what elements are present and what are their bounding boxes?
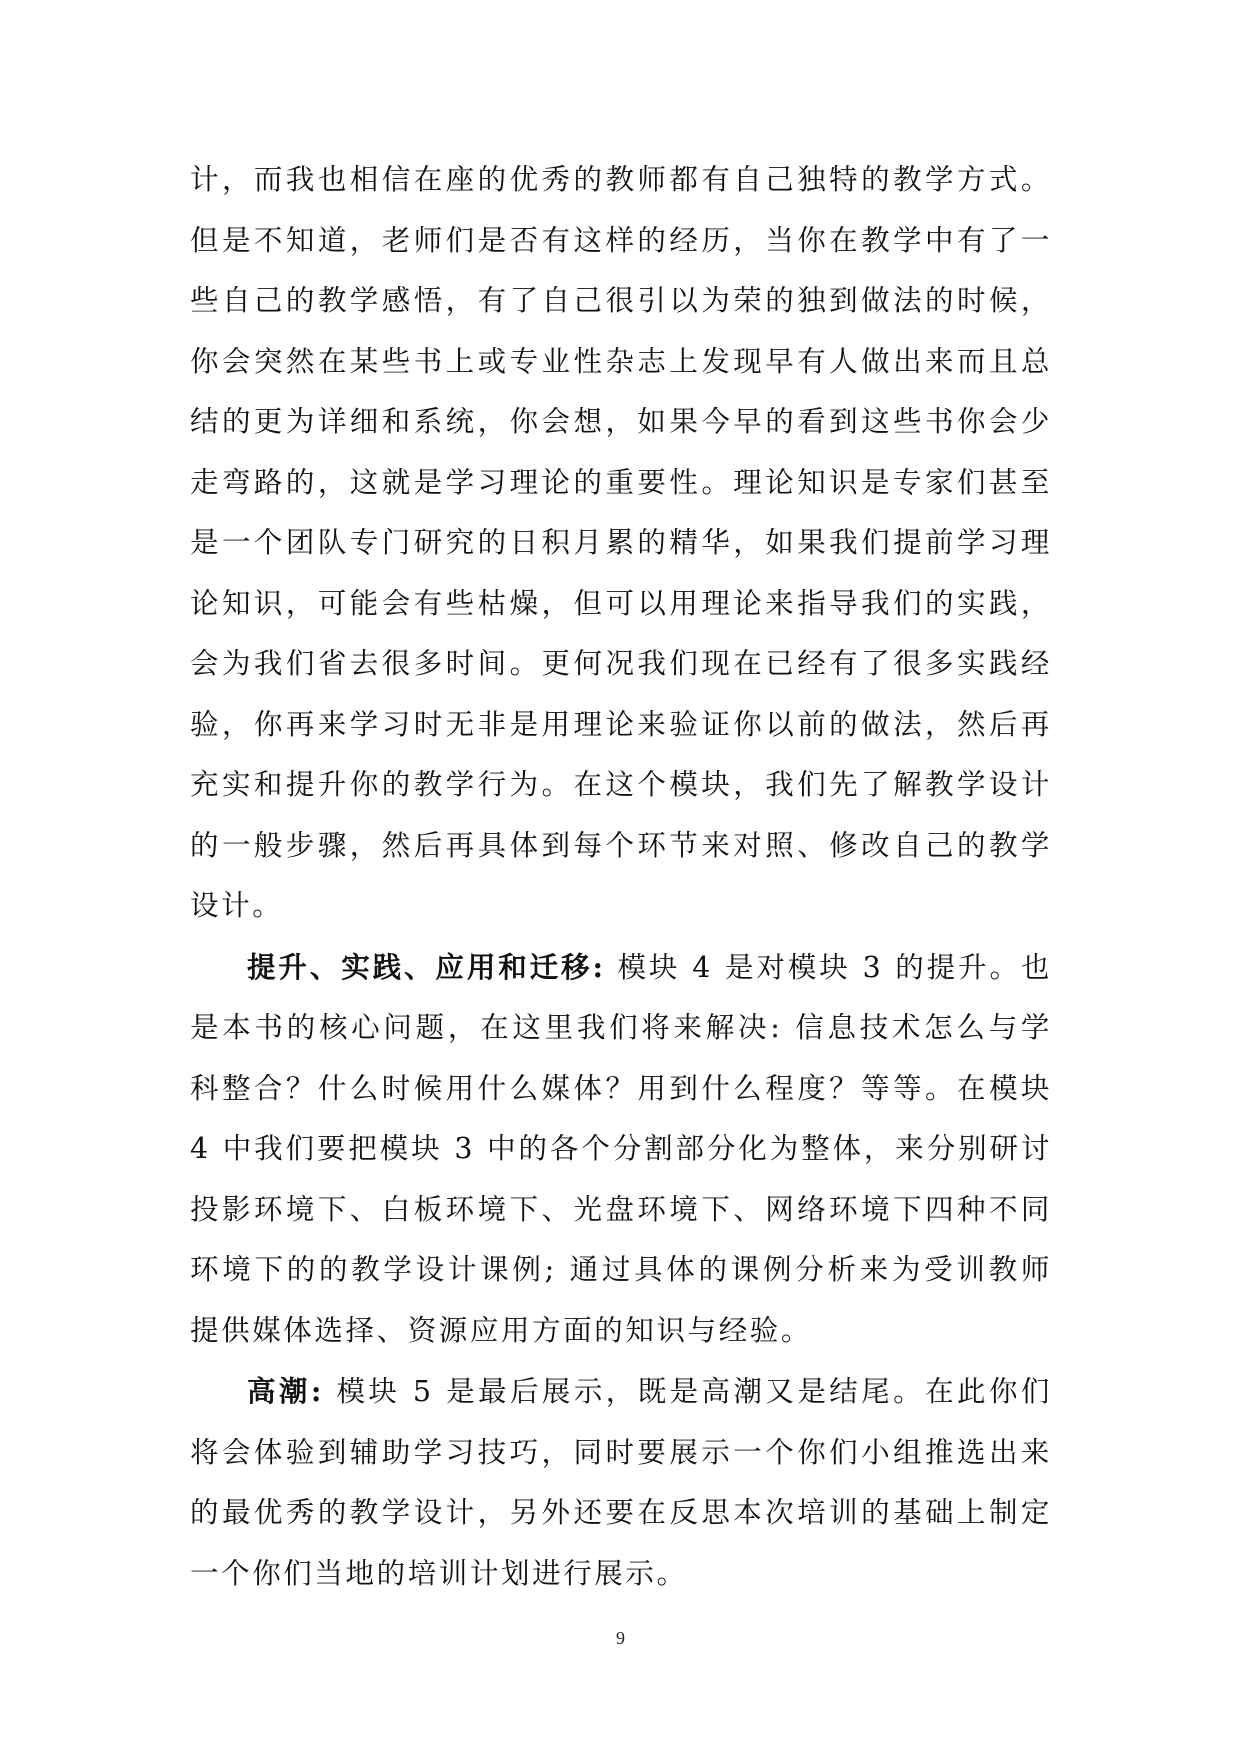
paragraph-text: 模块 5 是最后展示，既是高潮又是结尾。在此你们将会体验到辅助学习技巧，同时要展示一个你们小组推选出来的最优秀的教学设计，另外还要在反思本次培训的基础上制定一个你们当地的培训计划进行展示。: [190, 1375, 1053, 1590]
paragraph-lead-heading: 高潮:: [247, 1374, 324, 1408]
paragraph-learning-theory: [190, 150, 1052, 937]
paragraph-module-4: [190, 937, 1052, 1362]
paragraph-text: 模块 4 是对模块 3 的提升。也是本书的核心问题，在这里我们将来解决: 信息技术怎么与学科整合？什么时候用什么媒体？用到什么程度？等等。在模块 4 中我们要把模块 3 中的各个分割部分化为整体，来分别研讨投影环境下、白板环境下、光盘环境下、网络环境下四种不同环境下的的教学设计课例; 通过具体的课例分析来为受训教师提供媒体选择、资源应用方面的知识与经验。: [190, 950, 1052, 1347]
paragraph-module-5: [190, 1361, 1052, 1604]
page-number: 9: [616, 1628, 625, 1648]
paragraph-text: 计，而我也相信在座的优秀的教师都有自己独特的教学方式。但是不知道，老师们是否有这样的经历，当你在教学中有了一些自己的教学感悟，有了自己很引以为荣的独到做法的时候，你会突然在某些书上或专业性杂志上发现早有人做出来而且总结的更为详细和系统，你会想，如果今早的看到这些书你会少走弯路的，这就是学习理论的重要性。理论知识是专家们甚至是一个团队专门研究的日积月累的精华，如果我们提前学习理论知识，可能会有些枯燥，但可以用理论来指导我们的实践，会为我们省去很多时间。更何况我们现在已经有了很多实践经验，你再来学习时无非是用理论来验证你以前的做法，然后再充实和提升你的教学行为。在这个模块，我们先了解教学设计的一般步骤，然后再具体到每个环节来对照、修改自己的教学设计。: [190, 163, 1052, 922]
paragraph-lead-heading: 提升、实践、应用和迁移:: [247, 949, 606, 984]
body-text: [190, 150, 1052, 1604]
